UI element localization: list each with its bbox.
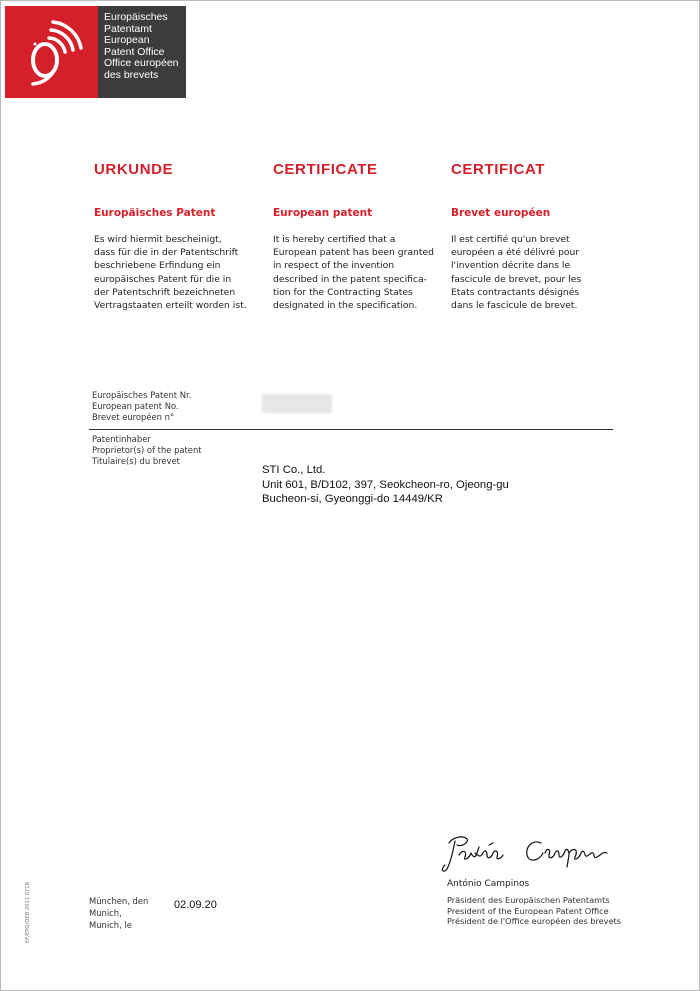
column-french (451, 161, 626, 312)
logo-text: Europäisches Patentamt European Patent Office Office européen des brevets (104, 11, 179, 81)
president-title: Präsident des Europäischen Patentamts President of the European Patent Office Président de l'Office européen des brevets (447, 895, 622, 926)
body-english: It is hereby certified that a European patent has been granted in respect of the invention described in the patent specifica- tion for the Contracting States designated in the specification. (273, 234, 434, 312)
subheading-french: Brevet européen (451, 207, 551, 219)
subheading-german: Europäisches Patent (94, 207, 216, 219)
president-name: António Campinos (447, 879, 530, 889)
issue-date: 02.09.20 (174, 899, 217, 911)
form-code: EF/EPO/OEB 2031 0718 (25, 882, 31, 943)
body-german: Es wird hiermit bescheinigt, dass für die in der Patentschrift beschriebene Erfindung ein europäisches Patent für die in der Patentschrift bezeichneten Vertragstaaten erteilt worden ist. (94, 234, 247, 312)
president-signature (441, 833, 616, 878)
epo-logo (5, 6, 186, 98)
proprietor-label: Patentinhaber Proprietor(s) of the patent Titulaire(s) du brevet (92, 434, 202, 466)
redacted-patent-number (262, 394, 332, 413)
place-label: München, den Munich, Munich, le (89, 896, 149, 930)
subheading-english: European patent (273, 207, 373, 219)
proprietor-address: STI Co., Ltd. Unit 601, B/D102, 397, Seokcheon-ro, Ojeong-gu Bucheon-si, Gyeonggi-do 14449/KR (262, 464, 509, 505)
patent-number-label: Europäisches Patent Nr. European patent No. Brevet européen n° (92, 390, 192, 422)
heading-certificate: CERTIFICATE (273, 161, 378, 178)
divider-line (89, 429, 613, 430)
column-german (94, 161, 269, 312)
epo-logo-icon (23, 14, 85, 92)
heading-certificat: CERTIFICAT (451, 161, 546, 178)
heading-urkunde: URKUNDE (94, 161, 174, 178)
body-french: Il est certifié qu'un brevet européen a été délivré pour l'invention décrite dans le fascicule de brevet, pour les Etats contractants désignés dans le fascicule de brevet. (451, 234, 582, 312)
column-english (273, 161, 448, 312)
